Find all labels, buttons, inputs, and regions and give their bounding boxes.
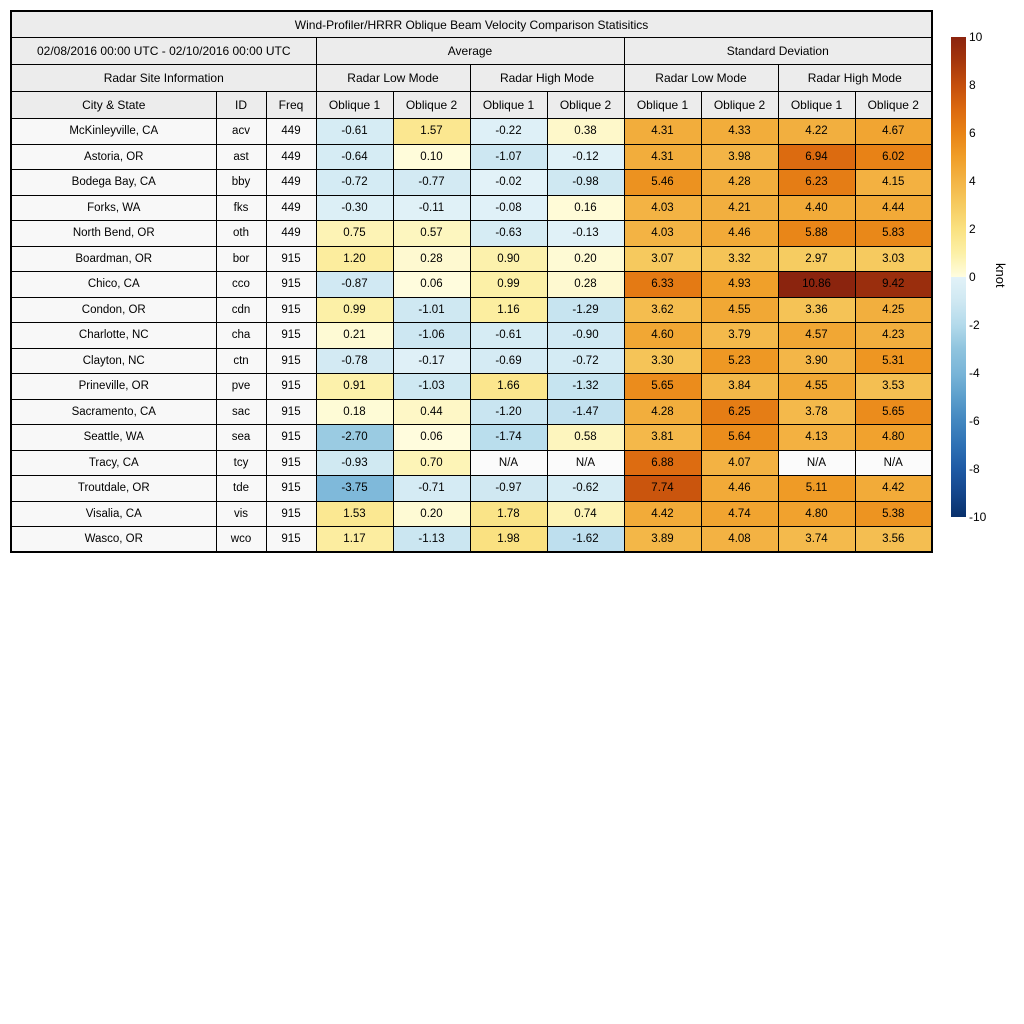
colorbar-tick-label: 4: [969, 174, 976, 188]
site-freq-cell: 915: [266, 348, 316, 374]
value-cell: 5.65: [855, 399, 932, 425]
value-cell: -2.70: [316, 425, 393, 451]
colorbar-tick-label: -8: [969, 462, 980, 476]
value-cell: 3.90: [778, 348, 855, 374]
value-cell: -0.12: [547, 144, 624, 170]
value-cell: 4.28: [701, 170, 778, 196]
column-header-city: City & State: [11, 92, 216, 119]
table-row: [11, 297, 932, 323]
value-cell: 4.31: [624, 144, 701, 170]
column-header-oblique: Oblique 2: [393, 92, 470, 119]
value-cell: 3.32: [701, 246, 778, 272]
value-cell: N/A: [855, 450, 932, 476]
site-freq-cell: 915: [266, 297, 316, 323]
value-cell: 4.28: [624, 399, 701, 425]
site-freq-cell: 915: [266, 374, 316, 400]
mode-header-row: [11, 65, 932, 92]
value-cell: 4.80: [855, 425, 932, 451]
value-cell: 0.06: [393, 425, 470, 451]
colorbar-tick-label: -4: [969, 366, 980, 380]
value-cell: 5.88: [778, 221, 855, 247]
colorbar-gradient: [951, 37, 966, 517]
value-cell: 4.42: [624, 501, 701, 527]
site-city-cell: Seattle, WA: [11, 425, 216, 451]
value-cell: -0.11: [393, 195, 470, 221]
site-city-cell: Prineville, OR: [11, 374, 216, 400]
value-cell: 1.53: [316, 501, 393, 527]
table-row: [11, 450, 932, 476]
value-cell: 5.65: [624, 374, 701, 400]
value-cell: 3.36: [778, 297, 855, 323]
colorbar-tick-label: 2: [969, 222, 976, 236]
table-row: [11, 272, 932, 298]
value-cell: -0.98: [547, 170, 624, 196]
table-row: [11, 374, 932, 400]
value-cell: -0.62: [547, 476, 624, 502]
value-cell: 0.91: [316, 374, 393, 400]
value-cell: 4.44: [855, 195, 932, 221]
value-cell: 2.97: [778, 246, 855, 272]
value-cell: 0.28: [393, 246, 470, 272]
value-cell: 9.42: [855, 272, 932, 298]
value-cell: 4.22: [778, 119, 855, 145]
column-header-oblique: Oblique 2: [701, 92, 778, 119]
table-row: [11, 195, 932, 221]
value-cell: 6.25: [701, 399, 778, 425]
value-cell: -0.72: [316, 170, 393, 196]
value-cell: 5.38: [855, 501, 932, 527]
value-cell: 5.23: [701, 348, 778, 374]
site-id-cell: cdn: [216, 297, 266, 323]
column-header-oblique: Oblique 1: [316, 92, 393, 119]
column-header-oblique: Oblique 1: [470, 92, 547, 119]
colorbar-tick-label: 10: [969, 30, 983, 44]
average-group-header: Average: [316, 38, 624, 65]
site-city-cell: Forks, WA: [11, 195, 216, 221]
mode-header-avg-low: Radar Low Mode: [316, 65, 470, 92]
stats-table: [10, 10, 933, 553]
table-row: [11, 246, 932, 272]
site-freq-cell: 915: [266, 272, 316, 298]
value-cell: 4.46: [701, 476, 778, 502]
value-cell: -0.72: [547, 348, 624, 374]
value-cell: 3.81: [624, 425, 701, 451]
value-cell: 5.11: [778, 476, 855, 502]
value-cell: -0.64: [316, 144, 393, 170]
site-city-cell: Condon, OR: [11, 297, 216, 323]
value-cell: 7.74: [624, 476, 701, 502]
std-dev-group-header: Standard Deviation: [624, 38, 932, 65]
site-freq-cell: 915: [266, 501, 316, 527]
site-city-cell: Visalia, CA: [11, 501, 216, 527]
mode-header-std-low: Radar Low Mode: [624, 65, 778, 92]
value-cell: -1.01: [393, 297, 470, 323]
table-row: [11, 527, 932, 553]
site-city-cell: Astoria, OR: [11, 144, 216, 170]
value-cell: 4.25: [855, 297, 932, 323]
value-cell: -1.74: [470, 425, 547, 451]
column-header-oblique: Oblique 1: [624, 92, 701, 119]
table-row: [11, 476, 932, 502]
colorbar-tick-label: 6: [969, 126, 976, 140]
value-cell: 4.46: [701, 221, 778, 247]
table-row: [11, 399, 932, 425]
value-cell: 3.74: [778, 527, 855, 553]
site-info-header: Radar Site Information: [11, 65, 316, 92]
value-cell: 4.33: [701, 119, 778, 145]
value-cell: 6.33: [624, 272, 701, 298]
site-city-cell: Troutdale, OR: [11, 476, 216, 502]
value-cell: 5.83: [855, 221, 932, 247]
value-cell: -0.78: [316, 348, 393, 374]
site-id-cell: ast: [216, 144, 266, 170]
site-freq-cell: 915: [266, 399, 316, 425]
site-id-cell: ctn: [216, 348, 266, 374]
site-freq-cell: 449: [266, 144, 316, 170]
site-freq-cell: 915: [266, 323, 316, 349]
table-row: [11, 144, 932, 170]
site-freq-cell: 915: [266, 476, 316, 502]
value-cell: -0.63: [470, 221, 547, 247]
value-cell: 4.57: [778, 323, 855, 349]
value-cell: 0.44: [393, 399, 470, 425]
value-cell: 10.86: [778, 272, 855, 298]
value-cell: 3.98: [701, 144, 778, 170]
value-cell: 0.99: [470, 272, 547, 298]
site-freq-cell: 915: [266, 425, 316, 451]
mode-header-std-high: Radar High Mode: [778, 65, 932, 92]
value-cell: -0.61: [316, 119, 393, 145]
date-range: 02/08/2016 00:00 UTC - 02/10/2016 00:00 UTC: [11, 38, 316, 65]
value-cell: 0.16: [547, 195, 624, 221]
value-cell: 0.99: [316, 297, 393, 323]
value-cell: 4.31: [624, 119, 701, 145]
value-cell: 0.20: [393, 501, 470, 527]
table-row: [11, 170, 932, 196]
site-id-cell: wco: [216, 527, 266, 553]
value-cell: 0.90: [470, 246, 547, 272]
site-id-cell: tde: [216, 476, 266, 502]
value-cell: 0.20: [547, 246, 624, 272]
site-id-cell: bor: [216, 246, 266, 272]
table-title: Wind-Profiler/HRRR Oblique Beam Velocity Comparison Statisitics: [11, 11, 932, 38]
value-cell: 1.98: [470, 527, 547, 553]
value-cell: -0.17: [393, 348, 470, 374]
value-cell: 0.74: [547, 501, 624, 527]
site-id-cell: acv: [216, 119, 266, 145]
value-cell: 1.78: [470, 501, 547, 527]
value-cell: N/A: [778, 450, 855, 476]
value-cell: -1.06: [393, 323, 470, 349]
value-cell: 4.03: [624, 221, 701, 247]
value-cell: 3.30: [624, 348, 701, 374]
value-cell: 6.23: [778, 170, 855, 196]
value-cell: 0.28: [547, 272, 624, 298]
value-cell: -1.47: [547, 399, 624, 425]
table-row: [11, 425, 932, 451]
site-city-cell: Chico, CA: [11, 272, 216, 298]
value-cell: 4.60: [624, 323, 701, 349]
site-id-cell: cha: [216, 323, 266, 349]
table-row: [11, 119, 932, 145]
colorbar-tick-label: -10: [969, 510, 987, 524]
value-cell: -0.90: [547, 323, 624, 349]
site-city-cell: Sacramento, CA: [11, 399, 216, 425]
site-id-cell: tcy: [216, 450, 266, 476]
value-cell: 0.10: [393, 144, 470, 170]
value-cell: 4.55: [701, 297, 778, 323]
column-header-freq: Freq: [266, 92, 316, 119]
site-id-cell: bby: [216, 170, 266, 196]
value-cell: 4.13: [778, 425, 855, 451]
value-cell: -1.29: [547, 297, 624, 323]
value-cell: 0.57: [393, 221, 470, 247]
value-cell: 4.55: [778, 374, 855, 400]
value-cell: -0.69: [470, 348, 547, 374]
table-row: [11, 501, 932, 527]
site-id-cell: sea: [216, 425, 266, 451]
value-cell: -0.02: [470, 170, 547, 196]
site-city-cell: North Bend, OR: [11, 221, 216, 247]
value-cell: 5.46: [624, 170, 701, 196]
value-cell: -0.61: [470, 323, 547, 349]
site-id-cell: sac: [216, 399, 266, 425]
site-freq-cell: 915: [266, 527, 316, 553]
column-header-oblique: Oblique 2: [855, 92, 932, 119]
site-city-cell: Tracy, CA: [11, 450, 216, 476]
value-cell: -1.20: [470, 399, 547, 425]
value-cell: 3.78: [778, 399, 855, 425]
value-cell: 5.31: [855, 348, 932, 374]
column-header-oblique: Oblique 1: [778, 92, 855, 119]
value-cell: 0.06: [393, 272, 470, 298]
value-cell: 3.79: [701, 323, 778, 349]
column-header-row: [11, 92, 932, 119]
value-cell: 4.03: [624, 195, 701, 221]
value-cell: 4.74: [701, 501, 778, 527]
value-cell: 1.20: [316, 246, 393, 272]
value-cell: 0.58: [547, 425, 624, 451]
value-cell: -0.97: [470, 476, 547, 502]
value-cell: -0.93: [316, 450, 393, 476]
value-cell: 3.84: [701, 374, 778, 400]
value-cell: 0.18: [316, 399, 393, 425]
column-header-oblique: Oblique 2: [547, 92, 624, 119]
value-cell: 3.89: [624, 527, 701, 553]
value-cell: 0.38: [547, 119, 624, 145]
title-row: [11, 11, 932, 38]
value-cell: 4.40: [778, 195, 855, 221]
value-cell: 0.70: [393, 450, 470, 476]
value-cell: 1.57: [393, 119, 470, 145]
site-city-cell: Charlotte, NC: [11, 323, 216, 349]
group-header-row: [11, 38, 932, 65]
value-cell: 5.64: [701, 425, 778, 451]
site-id-cell: cco: [216, 272, 266, 298]
value-cell: 1.66: [470, 374, 547, 400]
site-city-cell: McKinleyville, CA: [11, 119, 216, 145]
value-cell: 1.17: [316, 527, 393, 553]
value-cell: -1.32: [547, 374, 624, 400]
column-header-id: ID: [216, 92, 266, 119]
site-city-cell: Clayton, NC: [11, 348, 216, 374]
table-row: [11, 323, 932, 349]
colorbar-tick-label: -6: [969, 414, 980, 428]
value-cell: 3.07: [624, 246, 701, 272]
table-body: [11, 119, 932, 553]
value-cell: 4.15: [855, 170, 932, 196]
value-cell: 3.53: [855, 374, 932, 400]
value-cell: -0.30: [316, 195, 393, 221]
colorbar-tick-label: 0: [969, 270, 976, 284]
mode-header-avg-high: Radar High Mode: [470, 65, 624, 92]
value-cell: 4.93: [701, 272, 778, 298]
value-cell: 0.21: [316, 323, 393, 349]
value-cell: -3.75: [316, 476, 393, 502]
value-cell: 3.62: [624, 297, 701, 323]
site-city-cell: Wasco, OR: [11, 527, 216, 553]
site-freq-cell: 915: [266, 246, 316, 272]
site-freq-cell: 915: [266, 450, 316, 476]
site-id-cell: pve: [216, 374, 266, 400]
site-freq-cell: 449: [266, 119, 316, 145]
value-cell: -0.08: [470, 195, 547, 221]
value-cell: -0.77: [393, 170, 470, 196]
value-cell: 4.07: [701, 450, 778, 476]
value-cell: -1.62: [547, 527, 624, 553]
site-freq-cell: 449: [266, 170, 316, 196]
colorbar-tick-label: -2: [969, 318, 980, 332]
value-cell: -1.07: [470, 144, 547, 170]
value-cell: 6.94: [778, 144, 855, 170]
value-cell: -1.13: [393, 527, 470, 553]
value-cell: -0.13: [547, 221, 624, 247]
value-cell: 0.75: [316, 221, 393, 247]
value-cell: N/A: [547, 450, 624, 476]
site-city-cell: Boardman, OR: [11, 246, 216, 272]
colorbar-tick-label: 8: [969, 78, 976, 92]
site-city-cell: Bodega Bay, CA: [11, 170, 216, 196]
site-freq-cell: 449: [266, 195, 316, 221]
value-cell: N/A: [470, 450, 547, 476]
value-cell: 4.23: [855, 323, 932, 349]
value-cell: 3.56: [855, 527, 932, 553]
value-cell: -0.87: [316, 272, 393, 298]
value-cell: -0.22: [470, 119, 547, 145]
value-cell: 4.21: [701, 195, 778, 221]
value-cell: 3.03: [855, 246, 932, 272]
site-freq-cell: 449: [266, 221, 316, 247]
colorbar-unit-label: knot: [993, 263, 1008, 288]
site-id-cell: vis: [216, 501, 266, 527]
table-row: [11, 221, 932, 247]
value-cell: 4.08: [701, 527, 778, 553]
site-id-cell: oth: [216, 221, 266, 247]
value-cell: 4.42: [855, 476, 932, 502]
value-cell: 6.88: [624, 450, 701, 476]
value-cell: 4.67: [855, 119, 932, 145]
value-cell: -1.03: [393, 374, 470, 400]
table-row: [11, 348, 932, 374]
value-cell: 4.80: [778, 501, 855, 527]
value-cell: 6.02: [855, 144, 932, 170]
value-cell: 1.16: [470, 297, 547, 323]
value-cell: -0.71: [393, 476, 470, 502]
site-id-cell: fks: [216, 195, 266, 221]
